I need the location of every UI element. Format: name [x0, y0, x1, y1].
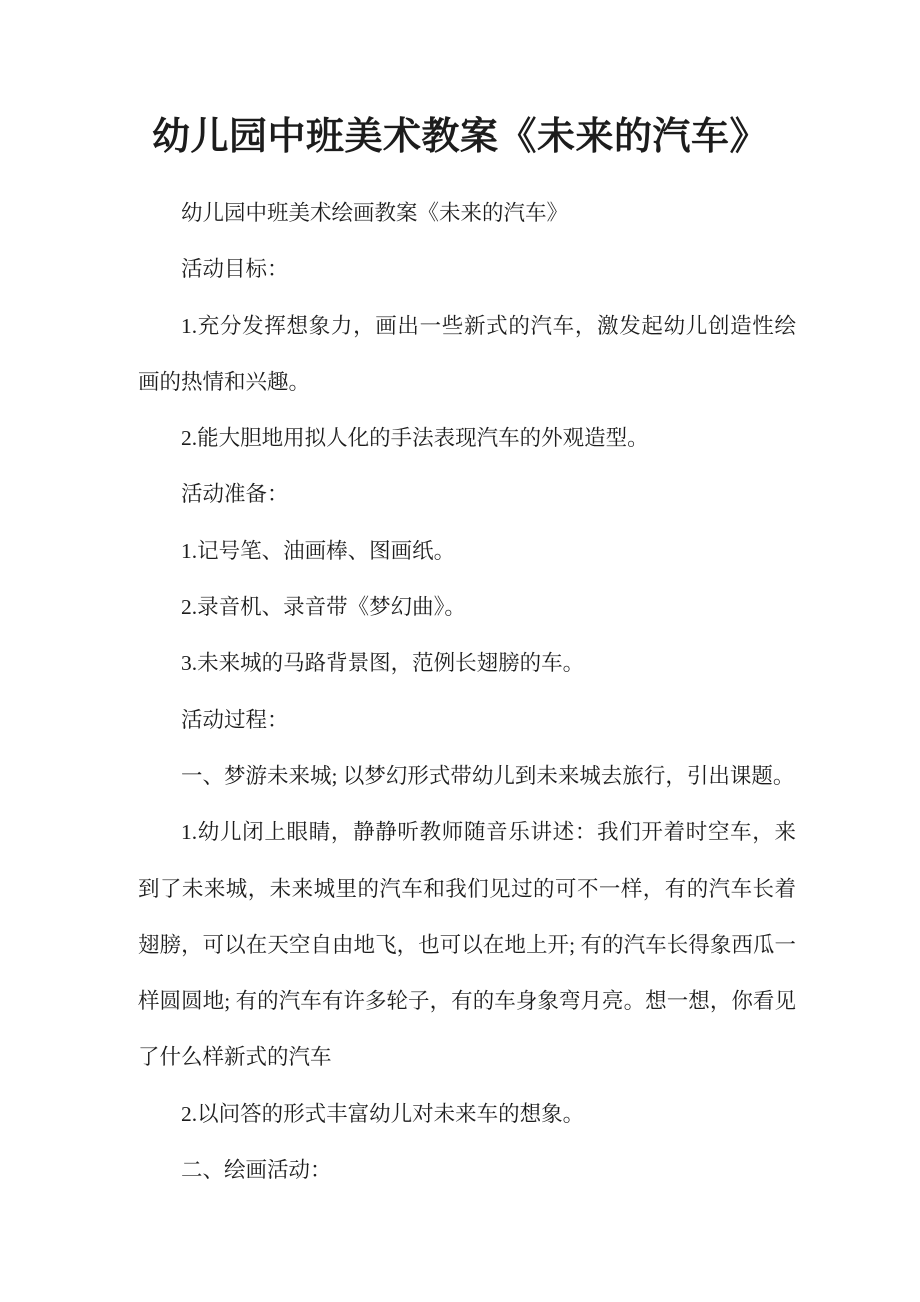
- preparation-item-3: 3.未来城的马路背景图，范例长翅膀的车。: [181, 651, 585, 676]
- heading-activity-preparation: 活动准备：: [181, 482, 289, 507]
- heading-activity-process: 活动过程：: [181, 707, 289, 732]
- doc-subtitle-line: 幼儿园中班美术绘画教案《未来的汽车》: [181, 201, 569, 225]
- goal-item-1: 1.充分发挥想象力，画出一些新式的汽车，激发起幼儿创造性绘画的热情和兴趣。: [138, 313, 796, 394]
- heading-activity-goals: 活动目标：: [181, 257, 289, 282]
- document-title: 幼儿园中班美术教案《未来的汽车》: [151, 116, 768, 158]
- preparation-item-2: 2.录音机、录音带《梦幻曲》。: [181, 595, 466, 620]
- process-step-qa: 2.以问答的形式丰富幼儿对未来车的想象。: [181, 1101, 585, 1126]
- goal-item-2: 2.能大胆地用拟人化的手法表现汽车的外观造型。: [181, 426, 649, 451]
- process-step-narration: 1.幼儿闭上眼睛，静静听教师随音乐讲述：我们开着时空车，来到了未来城，未来城里的汽车和我们见过的可不一样，有的汽车长着翅膀，可以在天空自由地飞，也可以在地上开; 有的汽车长得象西瓜一样圆圆地; 有的汽车有许多轮子，有的车身象弯月亮。想一想，你看见了什么样新式的汽车: [138, 820, 796, 1070]
- process-section-two: 二、绘画活动：: [181, 1158, 332, 1183]
- document-body: [138, 185, 796, 1198]
- process-section-one: 一、梦游未来城; 以梦幻形式带幼儿到未来城去旅行，引出课题。: [181, 763, 795, 788]
- preparation-item-1: 1.记号笔、油画棒、图画纸。: [181, 538, 456, 563]
